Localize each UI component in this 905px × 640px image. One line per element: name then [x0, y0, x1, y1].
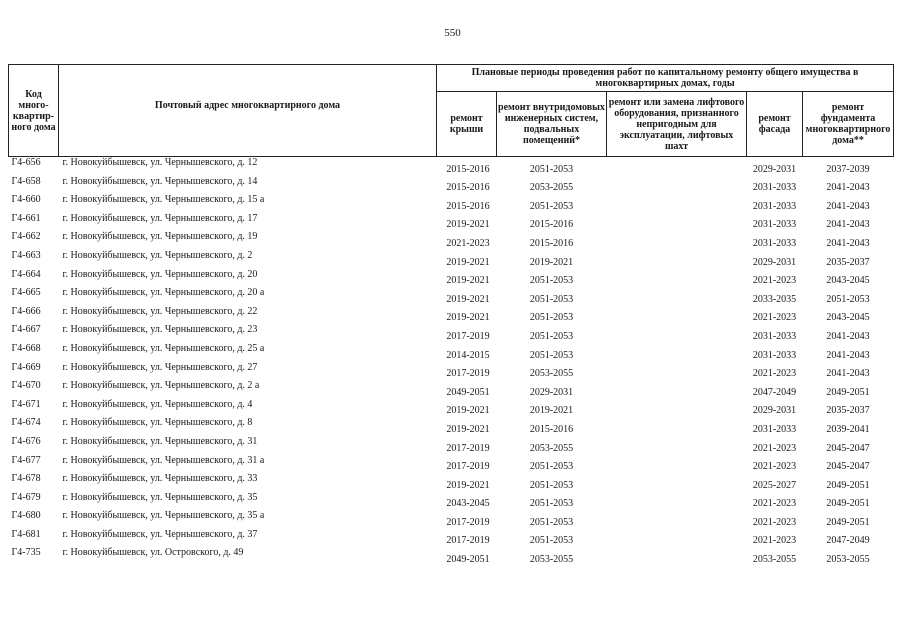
cell-code: Г4-681	[11, 528, 41, 540]
cell-facade: 2021-2023	[752, 275, 797, 287]
cell-address: г. Новокуйбышевск, ул. Чернышевского, д. 33	[62, 473, 258, 485]
cell-roof: 2017-2019	[446, 442, 490, 454]
repair-schedule-table	[8, 64, 894, 566]
cell-code: Г4-664	[11, 268, 41, 280]
cell-foundation: 2049-2051	[826, 498, 870, 510]
cell-code: Г4-665	[11, 287, 41, 299]
cell-address: г. Новокуйбышевск, ул. Островского, д. 49	[62, 547, 244, 559]
cell-roof: 2019-2021	[446, 405, 490, 417]
cell-code: Г4-735	[11, 547, 41, 559]
cell-address: г. Новокуйбышевск, ул. Чернышевского, д. 2	[62, 249, 253, 261]
cell-code: Г4-658	[11, 175, 41, 187]
cell-foundation: 2041-2043	[826, 219, 870, 231]
cell-utilities: 2053-2055	[529, 442, 574, 454]
cell-foundation: 2049-2051	[826, 479, 870, 491]
cell-elevator	[607, 436, 747, 455]
table-row	[9, 529, 894, 548]
cell-foundation: 2051-2053	[826, 293, 870, 305]
table-row	[9, 269, 894, 288]
cell-elevator	[607, 250, 747, 269]
cell-facade: 2021-2023	[752, 442, 797, 454]
cell-facade: 2021-2023	[752, 498, 797, 510]
cell-utilities: 2051-2053	[529, 516, 574, 528]
header-periods-group: Плановые периоды проведения работ по капитальному ремонту общего имущества в многоквартирных домах, годы	[437, 65, 894, 92]
cell-foundation: 2041-2043	[826, 182, 870, 194]
cell-utilities: 2051-2053	[529, 349, 574, 361]
cell-address: г. Новокуйбышевск, ул. Чернышевского, д. 35 а	[62, 510, 265, 522]
cell-foundation: 2043-2045	[826, 312, 870, 324]
cell-address: г. Новокуйбышевск, ул. Чернышевского, д. 15 а	[62, 194, 265, 206]
cell-address: г. Новокуйбышевск, ул. Чернышевского, д. 25 а	[62, 342, 265, 354]
cell-foundation: 2049-2051	[826, 386, 870, 398]
table-row	[9, 399, 894, 418]
cell-foundation: 2045-2047	[826, 461, 870, 473]
cell-address: г. Новокуйбышевск, ул. Чернышевского, д. 4	[62, 398, 253, 410]
cell-facade: 2021-2023	[752, 535, 797, 547]
table-header	[9, 65, 894, 157]
cell-utilities: 2053-2055	[529, 368, 574, 380]
cell-facade: 2029-2031	[752, 405, 797, 417]
cell-roof: 2019-2021	[446, 275, 490, 287]
cell-code: Г4-661	[11, 212, 41, 224]
cell-utilities: 2051-2053	[529, 330, 574, 342]
cell-code: Г4-677	[11, 454, 41, 466]
cell-roof: 2049-2051	[446, 386, 490, 398]
cell-roof: 2017-2019	[446, 535, 490, 547]
cell-foundation: 2047-2049	[826, 535, 870, 547]
table-row	[9, 362, 894, 381]
table-row	[9, 436, 894, 455]
table-row	[9, 250, 894, 269]
header-code: Код много-квартир-ного дома	[9, 65, 59, 157]
cell-roof: 2019-2021	[446, 312, 490, 324]
cell-elevator	[607, 547, 747, 566]
table-row	[9, 380, 894, 399]
header-elevator: ремонт или замена лифтового оборудования, признанного непригодным для эксплуатации, лифтовых шахт	[607, 92, 747, 157]
cell-roof: 2014-2015	[446, 349, 490, 361]
cell-address: г. Новокуйбышевск, ул. Чернышевского, д. 8	[62, 417, 253, 429]
cell-foundation: 2043-2045	[826, 275, 870, 287]
cell-elevator	[607, 380, 747, 399]
cell-address: г. Новокуйбышевск, ул. Чернышевского, д. 20 а	[62, 287, 265, 299]
table-row	[9, 213, 894, 232]
cell-foundation: 2035-2037	[826, 256, 870, 268]
cell-elevator	[607, 510, 747, 529]
cell-elevator	[607, 231, 747, 250]
cell-roof: 2019-2021	[446, 423, 490, 435]
cell-foundation: 2037-2039	[826, 163, 870, 175]
cell-roof: 2017-2019	[446, 461, 490, 473]
cell-code: Г4-667	[11, 324, 41, 336]
cell-utilities: 2051-2053	[529, 275, 574, 287]
cell-elevator	[607, 269, 747, 288]
cell-code: Г4-660	[11, 194, 41, 206]
cell-address: г. Новокуйбышевск, ул. Чернышевского, д. 27	[62, 361, 258, 373]
table-row	[9, 510, 894, 529]
header-facade: ремонт фасада	[747, 92, 803, 157]
cell-facade: 2031-2033	[752, 349, 797, 361]
cell-elevator	[607, 455, 747, 474]
cell-roof: 2015-2016	[446, 200, 490, 212]
cell-roof: 2019-2021	[446, 479, 490, 491]
cell-code: Г4-666	[11, 305, 41, 317]
table-row	[9, 455, 894, 474]
cell-roof: 2019-2021	[446, 256, 490, 268]
cell-roof: 2019-2021	[446, 293, 490, 305]
cell-facade: 2031-2033	[752, 200, 797, 212]
cell-facade: 2025-2027	[752, 479, 797, 491]
cell-facade: 2021-2023	[752, 312, 797, 324]
cell-utilities: 2015-2016	[529, 423, 574, 435]
cell-utilities: 2015-2016	[529, 219, 574, 231]
table-row	[9, 417, 894, 436]
cell-elevator	[607, 529, 747, 548]
cell-facade: 2021-2023	[752, 368, 797, 380]
cell-utilities: 2051-2053	[529, 479, 574, 491]
cell-facade: 2031-2033	[752, 330, 797, 342]
cell-utilities: 2051-2053	[529, 163, 574, 175]
cell-elevator	[607, 324, 747, 343]
header-foundation: ремонт фундамента многоквартирного дома**	[803, 92, 894, 157]
cell-foundation: 2039-2041	[826, 423, 870, 435]
cell-utilities: 2051-2053	[529, 312, 574, 324]
cell-facade: 2053-2055	[752, 554, 797, 566]
table-row	[9, 324, 894, 343]
cell-code: Г4-670	[11, 380, 41, 392]
table-body	[9, 157, 894, 567]
cell-address: г. Новокуйбышевск, ул. Чернышевского, д. 20	[62, 268, 258, 280]
cell-address: г. Новокуйбышевск, ул. Чернышевского, д. 22	[62, 305, 258, 317]
cell-elevator	[607, 287, 747, 306]
cell-foundation: 2041-2043	[826, 200, 870, 212]
cell-facade: 2021-2023	[752, 461, 797, 473]
cell-utilities: 2019-2021	[529, 405, 574, 417]
cell-foundation: 2035-2037	[826, 405, 870, 417]
cell-foundation: 2045-2047	[826, 442, 870, 454]
cell-utilities: 2053-2055	[529, 554, 574, 566]
cell-code: Г4-679	[11, 491, 41, 503]
cell-facade: 2021-2023	[752, 516, 797, 528]
header-address: Почтовый адрес многоквартирного дома	[59, 65, 437, 157]
cell-address: г. Новокуйбышевск, ул. Чернышевского, д. 31	[62, 435, 258, 447]
table-row	[9, 231, 894, 250]
header-roof: ремонт крыши	[437, 92, 497, 157]
cell-code: Г4-663	[11, 249, 41, 261]
cell-roof: 2017-2019	[446, 330, 490, 342]
cell-code: Г4-668	[11, 342, 41, 354]
cell-address: г. Новокуйбышевск, ул. Чернышевского, д. 12	[62, 157, 258, 168]
cell-utilities: 2053-2055	[529, 182, 574, 194]
cell-roof: 2049-2051	[446, 554, 490, 566]
table-row	[9, 287, 894, 306]
cell-elevator	[607, 157, 747, 176]
cell-roof: 2043-2045	[446, 498, 490, 510]
cell-elevator	[607, 306, 747, 325]
cell-code: Г4-669	[11, 361, 41, 373]
cell-facade: 2029-2031	[752, 163, 797, 175]
cell-roof: 2019-2021	[446, 219, 490, 231]
table-row	[9, 306, 894, 325]
cell-facade: 2029-2031	[752, 256, 797, 268]
cell-foundation: 2041-2043	[826, 349, 870, 361]
cell-utilities: 2019-2021	[529, 256, 574, 268]
cell-roof: 2017-2019	[446, 368, 490, 380]
cell-facade: 2047-2049	[752, 386, 797, 398]
cell-code: Г4-662	[11, 231, 41, 243]
cell-facade: 2031-2033	[752, 182, 797, 194]
cell-code: Г4-674	[11, 417, 41, 429]
cell-roof: 2021-2023	[446, 237, 490, 249]
cell-elevator	[607, 473, 747, 492]
table-row	[9, 157, 894, 176]
cell-address: г. Новокуйбышевск, ул. Чернышевского, д. 19	[62, 231, 258, 243]
cell-elevator	[607, 362, 747, 381]
cell-code: Г4-656	[11, 157, 41, 168]
table-row	[9, 547, 894, 566]
cell-utilities: 2051-2053	[529, 535, 574, 547]
cell-elevator	[607, 417, 747, 436]
cell-facade: 2031-2033	[752, 219, 797, 231]
cell-address: г. Новокуйбышевск, ул. Чернышевского, д. 31 а	[62, 454, 265, 466]
table-row	[9, 343, 894, 362]
cell-elevator	[607, 399, 747, 418]
cell-code: Г4-678	[11, 473, 41, 485]
table-row	[9, 473, 894, 492]
page-number: 550	[444, 27, 461, 39]
header-utilities: ремонт внутридомовых инженерных систем, подвальных помещений*	[497, 92, 607, 157]
table-row	[9, 194, 894, 213]
cell-utilities: 2015-2016	[529, 237, 574, 249]
cell-utilities: 2029-2031	[529, 386, 574, 398]
cell-code: Г4-680	[11, 510, 41, 522]
cell-address: г. Новокуйбышевск, ул. Чернышевского, д. 37	[62, 528, 258, 540]
cell-code: Г4-676	[11, 435, 41, 447]
cell-roof: 2015-2016	[446, 163, 490, 175]
cell-utilities: 2051-2053	[529, 293, 574, 305]
cell-elevator	[607, 194, 747, 213]
cell-address: г. Новокуйбышевск, ул. Чернышевского, д. 35	[62, 491, 258, 503]
cell-foundation: 2041-2043	[826, 237, 870, 249]
cell-utilities: 2051-2053	[529, 461, 574, 473]
cell-address: г. Новокуйбышевск, ул. Чернышевского, д. 17	[62, 212, 258, 224]
cell-foundation: 2049-2051	[826, 516, 870, 528]
cell-utilities: 2051-2053	[529, 200, 574, 212]
cell-address: г. Новокуйбышевск, ул. Чернышевского, д. 2 а	[62, 380, 260, 392]
cell-utilities: 2051-2053	[529, 498, 574, 510]
cell-facade: 2033-2035	[752, 293, 797, 305]
cell-roof: 2017-2019	[446, 516, 490, 528]
cell-roof: 2015-2016	[446, 182, 490, 194]
cell-elevator	[607, 492, 747, 511]
cell-foundation: 2041-2043	[826, 330, 870, 342]
cell-address: г. Новокуйбышевск, ул. Чернышевского, д. 14	[62, 175, 258, 187]
cell-elevator	[607, 343, 747, 362]
cell-facade: 2031-2033	[752, 237, 797, 249]
cell-address: г. Новокуйбышевск, ул. Чернышевского, д. 23	[62, 324, 258, 336]
cell-foundation: 2041-2043	[826, 368, 870, 380]
cell-facade: 2031-2033	[752, 423, 797, 435]
cell-foundation: 2053-2055	[826, 554, 870, 566]
cell-elevator	[607, 176, 747, 195]
table-row	[9, 176, 894, 195]
cell-elevator	[607, 213, 747, 232]
table-row	[9, 492, 894, 511]
cell-code: Г4-671	[11, 398, 41, 410]
